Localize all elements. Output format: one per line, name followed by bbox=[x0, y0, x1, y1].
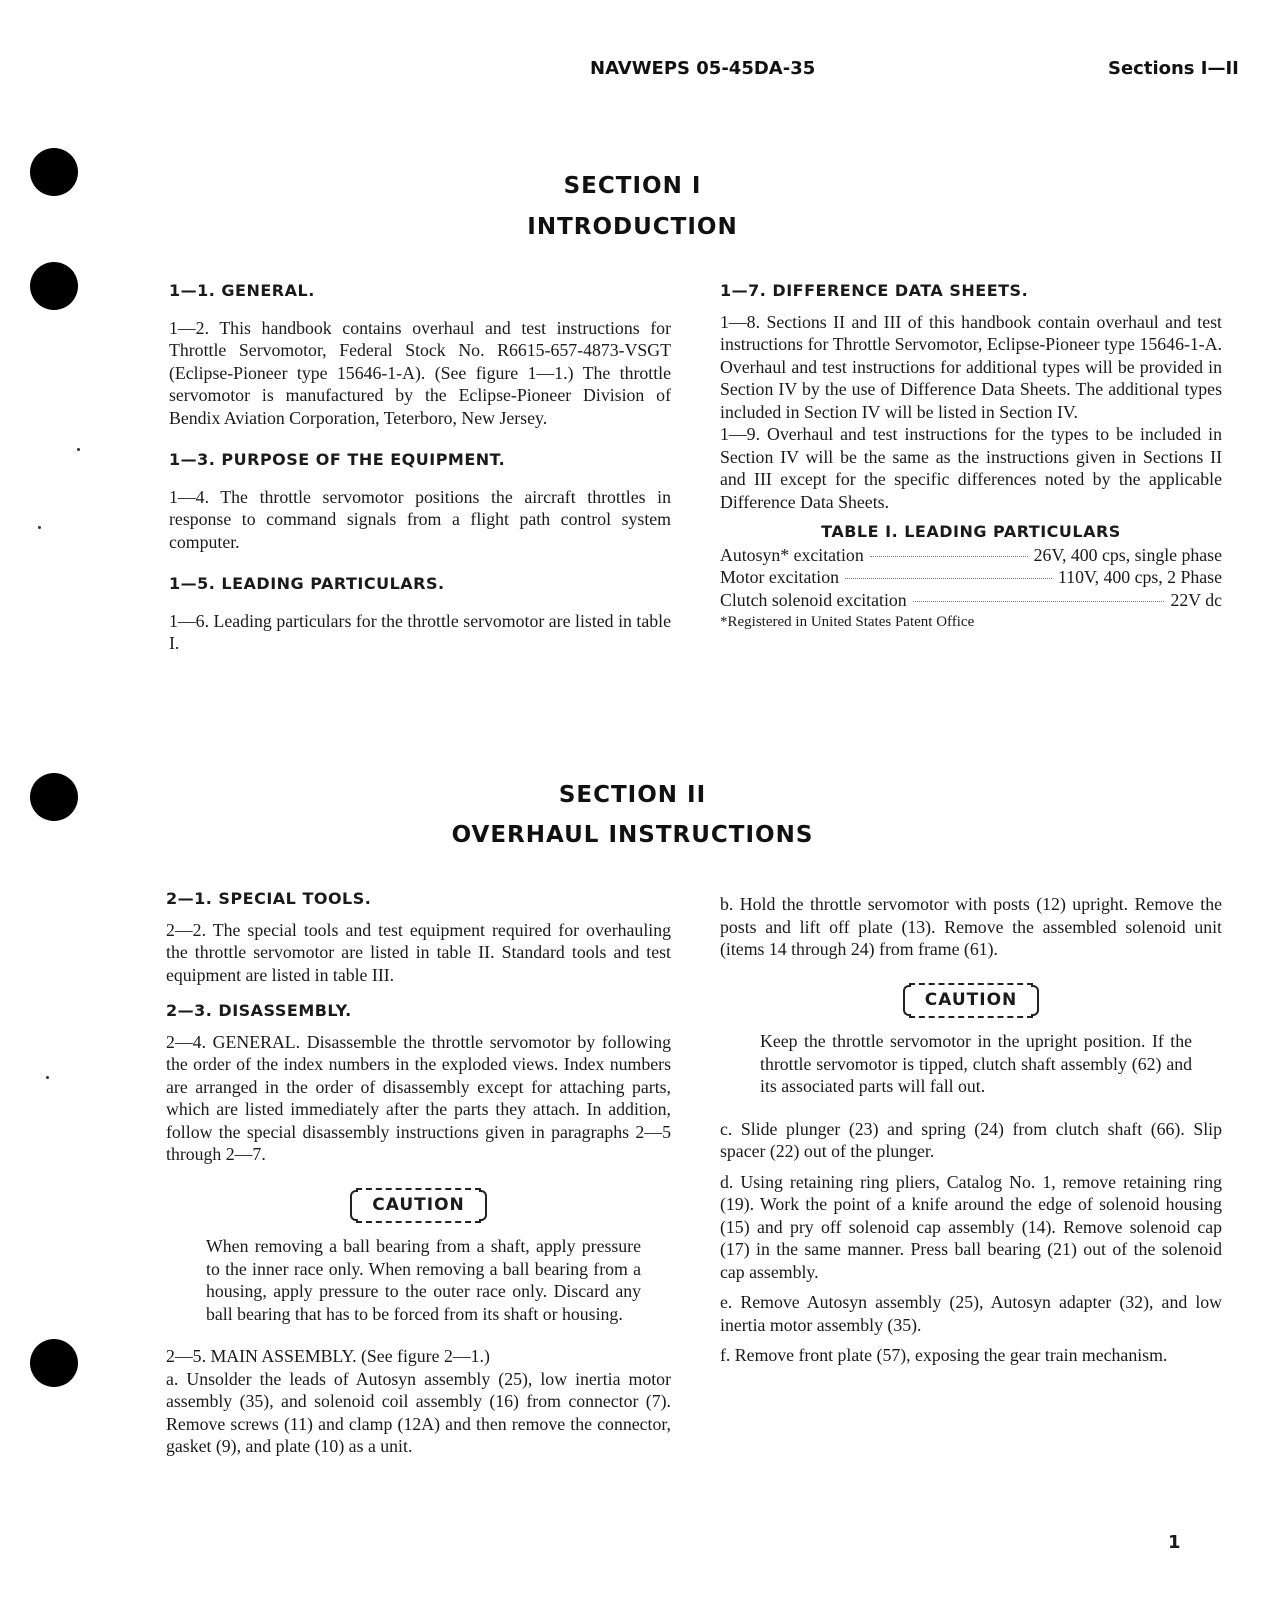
section1-right-column bbox=[720, 280, 1222, 634]
scan-speck bbox=[77, 448, 80, 451]
table-row-value: 110V, 400 cps, 2 Phase bbox=[1058, 567, 1222, 587]
heading-special-tools: 2—1. SPECIAL TOOLS. bbox=[166, 889, 372, 908]
section1-title: INTRODUCTION bbox=[527, 214, 738, 240]
step-e: e. Remove Autosyn assembly (25), Autosyn adapter (32), and low inertia motor assembly (35). bbox=[720, 1292, 1222, 1335]
heading-leading-particulars: 1—5. LEADING PARTICULARS. bbox=[169, 574, 445, 593]
section2-title: OVERHAUL INSTRUCTIONS bbox=[451, 822, 814, 848]
doc-number: NAVWEPS 05-45DA-35 bbox=[590, 58, 816, 79]
paragraph-2-5: 2—5. MAIN ASSEMBLY. (See figure 2—1.) bbox=[166, 1346, 490, 1366]
heading-purpose: 1—3. PURPOSE OF THE EQUIPMENT. bbox=[169, 450, 506, 469]
heading-difference-data-sheets: 1—7. DIFFERENCE DATA SHEETS. bbox=[720, 281, 1029, 300]
caution-label bbox=[903, 983, 1040, 1019]
paragraph-2-2: 2—2. The special tools and test equipment required for overhauling the throttle servomotor are listed in table II. Standard tools and test equipment are listed in table III. bbox=[166, 919, 671, 985]
table-row-label: Motor excitation bbox=[720, 567, 840, 587]
step-d: d. Using retaining ring pliers, Catalog No. 1, remove retaining ring (19). Work the point of a knife around the edge of solenoid housing (15) and pry off solenoid cap assembly (14). Remove solenoid cap (17) in the same manner. Press ball bearing (21) out of the solenoid cap assembly. bbox=[720, 1171, 1222, 1282]
paragraph-1-4: 1—4. The throttle servomotor positions the aircraft throttles in response to command signals from a flight path control system computer. bbox=[169, 486, 671, 552]
section2-left-column bbox=[166, 888, 671, 1458]
leading-particulars-table bbox=[720, 544, 1222, 612]
leader-dots bbox=[870, 556, 1028, 557]
caution-badge bbox=[166, 1188, 671, 1224]
caution-text: CAUTION bbox=[924, 989, 1018, 1010]
paragraph-1-9: 1—9. Overhaul and test instructions for the types to be included in Section IV will be the same as the instructions given in Sections II and III except for the specific differences noted by the applicable Difference Data Sheets. bbox=[720, 424, 1222, 512]
paragraph-1-8: 1—8. Sections II and III of this handbook contain overhaul and test instructions for Throttle Servomotor, Eclipse-Pioneer type 15646-1-A. Overhaul and test instructions for additional types will be provided in Section IV by the use of Difference Data Sheets. The additional types included in Section IV will be listed in Section IV. bbox=[720, 311, 1222, 422]
brace-right bbox=[1031, 985, 1039, 1017]
section1-left-column bbox=[169, 280, 671, 655]
caution-note-bearing: When removing a ball bearing from a shaft, apply pressure to the inner race only. When removing a ball bearing from a housing, apply pressure to the outer race only. Discard any ball bearing that has to be forced from its shaft or housing. bbox=[206, 1236, 641, 1324]
paragraph-1-2: 1—2. This handbook contains overhaul and test instructions for Throttle Servomotor, Federal Stock No. R6615-657-4873-VSGT (Eclipse-Pioneer type 15646-1-A). (See figure 1—1.) The throttle servomotor is manufactured by the Eclipse-Pioneer Division of Bendix Aviation Corporation, Teterboro, New Jersey. bbox=[169, 317, 671, 428]
heading-general: 1—1. GENERAL. bbox=[169, 281, 315, 300]
section2-right-column bbox=[720, 893, 1222, 1367]
step-b: b. Hold the throttle servomotor with posts (12) upright. Remove the posts and lift off plate (13). Remove the assembled solenoid unit (items 14 through 24) from frame (61). bbox=[720, 894, 1222, 959]
leader-dots bbox=[913, 601, 1165, 602]
table-row-label: Autosyn* excitation bbox=[720, 544, 864, 565]
step-f: f. Remove front plate (57), exposing the gear train mechanism. bbox=[720, 1345, 1168, 1365]
page-number: 1 bbox=[1168, 1532, 1181, 1553]
caution-badge bbox=[720, 983, 1222, 1019]
table-row bbox=[720, 566, 1222, 589]
table-row bbox=[720, 589, 1222, 612]
binder-hole bbox=[30, 262, 78, 310]
brace-left bbox=[903, 985, 911, 1017]
caution-label bbox=[350, 1188, 487, 1224]
heading-disassembly: 2—3. DISASSEMBLY. bbox=[166, 1001, 352, 1020]
sections-label: Sections I—II bbox=[1108, 58, 1239, 79]
leader-dots bbox=[845, 578, 1052, 579]
brace-right bbox=[479, 1190, 487, 1222]
step-a: a. Unsolder the leads of Autosyn assembly (25), low inertia motor assembly (35), and solenoid coil assembly (16) from connector (7). Remove screws (11) and clamp (12A) and then remove the connector, gasket (9), and plate (10) as a unit. bbox=[166, 1368, 671, 1456]
table-row bbox=[720, 544, 1222, 567]
table-title: TABLE I. LEADING PARTICULARS bbox=[821, 522, 1121, 541]
brace-left bbox=[350, 1190, 358, 1222]
section1-label: SECTION I bbox=[563, 173, 702, 199]
paragraph-1-6: 1—6. Leading particulars for the throttle servomotor are listed in table I. bbox=[169, 610, 671, 653]
scan-speck bbox=[46, 1076, 49, 1079]
scan-speck bbox=[38, 526, 41, 529]
step-c: c. Slide plunger (23) and spring (24) from clutch shaft (66). Slip spacer (22) out of the plunger. bbox=[720, 1118, 1222, 1161]
table-row-value: 22V dc bbox=[1170, 589, 1222, 610]
paragraph-2-4: 2—4. GENERAL. Disassemble the throttle servomotor by following the order of the index numbers in the exploded views. Index numbers are arranged in the order of disassembly except for attaching parts, which are listed immediately after the parts they attach. In addition, follow the special disassembly instructions given in paragraphs 2—5 through 2—7. bbox=[166, 1031, 671, 1164]
section2-label: SECTION II bbox=[558, 782, 707, 808]
caution-note-upright: Keep the throttle servomotor in the upright position. If the throttle servomotor is tipped, clutch shaft assembly (62) and its associated parts will fall out. bbox=[760, 1031, 1192, 1096]
caution-text: CAUTION bbox=[372, 1194, 465, 1215]
table-row-value: 26V, 400 cps, single phase bbox=[1033, 544, 1222, 565]
binder-hole bbox=[30, 1339, 78, 1387]
table-footnote: *Registered in United States Patent Office bbox=[720, 614, 975, 630]
table-row-label: Clutch solenoid excitation bbox=[720, 589, 907, 610]
